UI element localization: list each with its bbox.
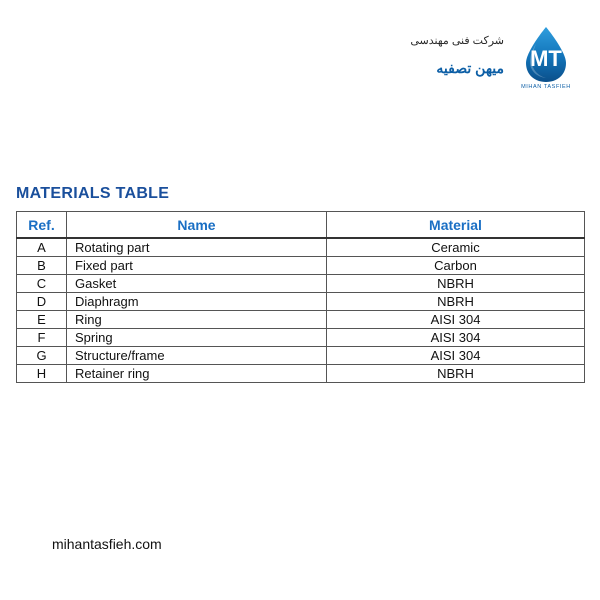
table-row xyxy=(17,238,585,257)
cell-ref: B xyxy=(17,257,67,275)
water-drop-logo-icon xyxy=(514,24,578,88)
cell-name: Gasket xyxy=(67,275,327,293)
cell-name: Rotating part xyxy=(67,238,327,257)
cell-material: NBRH xyxy=(327,293,585,311)
materials-table xyxy=(16,211,585,383)
cell-name: Structure/frame xyxy=(67,347,327,365)
cell-material: NBRH xyxy=(327,275,585,293)
column-header-ref: Ref. xyxy=(17,212,67,239)
cell-ref: G xyxy=(17,347,67,365)
cell-ref: H xyxy=(17,365,67,383)
company-name: میهن تصفیه xyxy=(436,59,504,76)
company-tagline: شرکت فنی مهندسی xyxy=(410,34,504,47)
website-url[interactable]: mihantasfieh.com xyxy=(52,536,162,552)
cell-ref: E xyxy=(17,311,67,329)
cell-name: Ring xyxy=(67,311,327,329)
table-row xyxy=(17,365,585,383)
cell-ref: F xyxy=(17,329,67,347)
table-row xyxy=(17,347,585,365)
brand-text xyxy=(410,34,504,78)
cell-material: AISI 304 xyxy=(327,329,585,347)
cell-name: Fixed part xyxy=(67,257,327,275)
column-header-material: Material xyxy=(327,212,585,239)
brand-logo xyxy=(410,24,578,88)
table-row xyxy=(17,293,585,311)
logo-caption: MIHAN TASFIEH xyxy=(521,84,571,90)
cell-material: AISI 304 xyxy=(327,347,585,365)
cell-material: NBRH xyxy=(327,365,585,383)
cell-material: Carbon xyxy=(327,257,585,275)
cell-material: Ceramic xyxy=(327,238,585,257)
cell-ref: C xyxy=(17,275,67,293)
cell-ref: A xyxy=(17,238,67,257)
table-row xyxy=(17,311,585,329)
cell-name: Spring xyxy=(67,329,327,347)
cell-ref: D xyxy=(17,293,67,311)
cell-name: Retainer ring xyxy=(67,365,327,383)
svg-text:MT: MT xyxy=(530,46,562,71)
page-title: MATERIALS TABLE xyxy=(16,185,170,202)
table-row xyxy=(17,257,585,275)
cell-material: AISI 304 xyxy=(327,311,585,329)
table-row xyxy=(17,275,585,293)
cell-name: Diaphragm xyxy=(67,293,327,311)
column-header-name: Name xyxy=(67,212,327,239)
table-header-row xyxy=(17,212,585,239)
table-row xyxy=(17,329,585,347)
